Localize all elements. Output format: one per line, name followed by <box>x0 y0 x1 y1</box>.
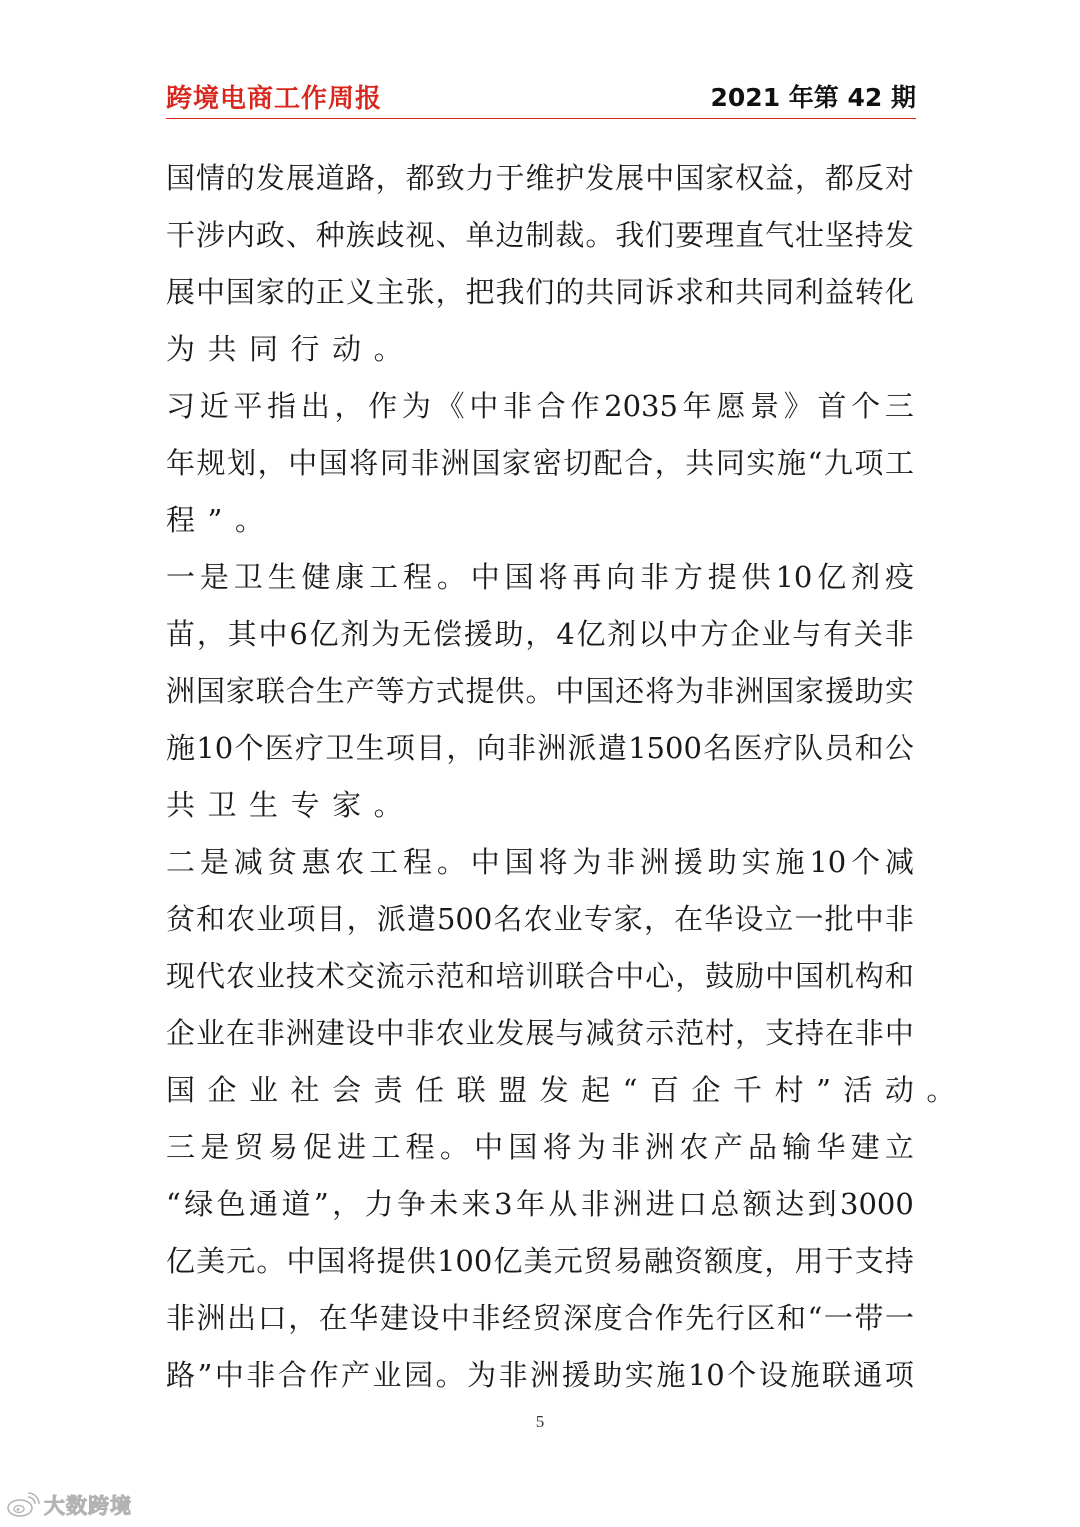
watermark <box>6 1490 132 1520</box>
text-line: 苗 ， 其 中 6 亿 剂 为 无 偿 援 助 ， 4 亿 剂 以 中 方 企 业 与 有 关 非 <box>166 617 914 651</box>
text-line: 程 ” 。 <box>166 503 264 537</box>
text-line: “ 绿 色 通 道 ” ， 力 争 未 来 3 年 从 非 洲 进 口 总 额 达 到 3000 <box>166 1187 914 1221</box>
report-title: 跨境电商工作周报 <box>166 84 383 114</box>
text-line: 展 中 国 家 的 正 义 主 张 ， 把 我 们 的 共 同 诉 求 和 共 同 利 益 转 化 <box>166 275 914 309</box>
text-line: 年 规 划 ， 中 国 将 同 非 洲 国 家 密 切 配 合 ， 共 同 实 施 “ 九 项 工 <box>166 446 914 480</box>
text-line: 共 卫 生 专 家 。 <box>166 788 403 822</box>
issue-number: 2021 年第 42 期 <box>710 83 916 112</box>
page-number: 5 <box>535 1412 545 1431</box>
text-line: 一 是 卫 生 健 康 工 程 。 中 国 将 再 向 非 方 提 供 10 亿 剂 疫 <box>166 560 914 594</box>
weibo-logo-icon <box>6 1491 40 1519</box>
text-line: 洲 国 家 联 合 生 产 等 方 式 提 供 。 中 国 还 将 为 非 洲 国 家 援 助 实 <box>166 674 914 708</box>
page-header <box>166 70 916 122</box>
text-line: 二 是 减 贫 惠 农 工 程 。 中 国 将 为 非 洲 援 助 实 施 10 个 减 <box>166 845 914 879</box>
text-line: 施 10 个 医 疗 卫 生 项 目 ， 向 非 洲 派 遣 1500 名 医 疗 队 员 和 公 <box>166 731 914 765</box>
text-line: 现 代 农 业 技 术 交 流 示 范 和 培 训 联 合 中 心 ， 鼓 励 中 国 机 构 和 <box>166 959 914 993</box>
text-line: 非 洲 出 口 ， 在 华 建 设 中 非 经 贸 深 度 合 作 先 行 区 和 “ 一 带 一 <box>166 1301 914 1335</box>
text-line: 企 业 在 非 洲 建 设 中 非 农 业 发 展 与 减 贫 示 范 村 ， 支 持 在 非 中 <box>166 1016 914 1050</box>
article-body <box>166 150 956 1404</box>
text-line: 国 企 业 社 会 责 任 联 盟 发 起 “ 百 企 千 村 ” 活 动 。 <box>166 1073 956 1107</box>
watermark-text: 大数跨境 <box>44 1494 132 1518</box>
text-line: 路 ” 中 非 合 作 产 业 园 。 为 非 洲 援 助 实 施 10 个 设 施 联 通 项 <box>166 1358 914 1392</box>
text-line: 国 情 的 发 展 道 路 ， 都 致 力 于 维 护 发 展 中 国 家 权 益 ， 都 反 对 <box>166 161 914 195</box>
text-line: 三 是 贸 易 促 进 工 程 。 中 国 将 为 非 洲 农 产 品 输 华 建 立 <box>166 1130 914 1164</box>
text-line: 干 涉 内 政 、 种 族 歧 视 、 单 边 制 裁 。 我 们 要 理 直 气 壮 坚 持 发 <box>166 218 914 252</box>
text-line: 亿 美 元 。 中 国 将 提 供 100 亿 美 元 贸 易 融 资 额 度 ， 用 于 支 持 <box>166 1244 914 1278</box>
text-line: 贫 和 农 业 项 目 ， 派 遣 500 名 农 业 专 家 ， 在 华 设 立 一 批 中 非 <box>166 902 914 936</box>
text-line: 习 近 平 指 出 ， 作 为 《 中 非 合 作 2035 年 愿 景 》 首 个 三 <box>166 389 914 423</box>
header-divider <box>166 118 916 119</box>
text-line: 为 共 同 行 动 。 <box>166 332 403 366</box>
